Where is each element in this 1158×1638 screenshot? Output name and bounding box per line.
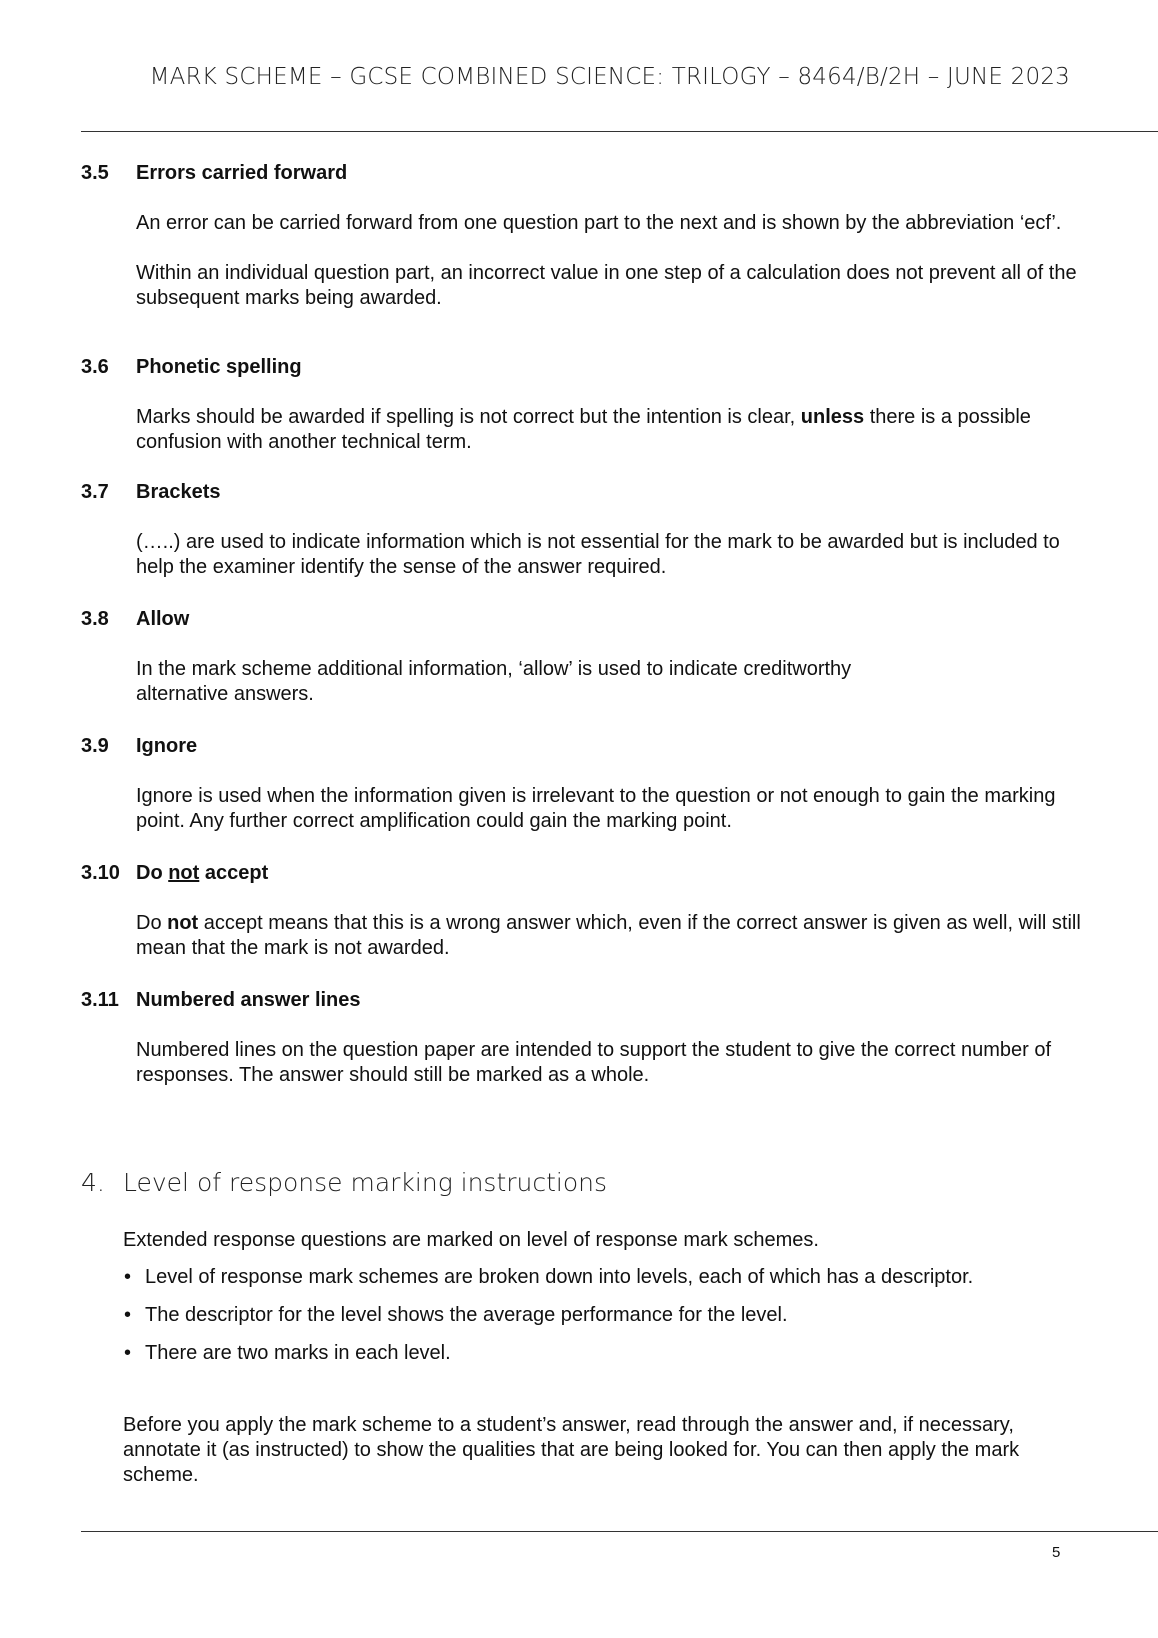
- section-number: 3.9: [81, 735, 109, 757]
- section-body: [136, 211, 1096, 336]
- section-number: 3.5: [81, 162, 109, 184]
- list-item-text: Level of response mark schemes are broken down into levels, each of which has a descriptor.: [145, 1266, 974, 1288]
- section-body: [136, 530, 1096, 605]
- bullet-icon: •: [124, 1266, 132, 1288]
- section-body: [136, 784, 1096, 859]
- section-4-intro: Extended response questions are marked on level of response mark schemes.: [123, 1229, 819, 1251]
- title-run: accept: [199, 862, 269, 884]
- text-run: there is a possible confusion with another technical term.: [136, 406, 1031, 453]
- section-number: 3.8: [81, 608, 109, 630]
- section-number: 3.7: [81, 481, 109, 503]
- text-line: In the mark scheme additional information, ‘allow’ is used to indicate creditworthy: [136, 658, 852, 680]
- page-number: 5: [1052, 1544, 1061, 1561]
- emphasis-unless: unless: [800, 406, 865, 428]
- section-title: Allow: [136, 608, 190, 630]
- paragraph: [136, 405, 1096, 455]
- title-underlined-not: not: [168, 862, 200, 884]
- header-divider: [81, 131, 1158, 132]
- list-item: [123, 1341, 973, 1379]
- list-item-text: There are two marks in each level.: [145, 1342, 451, 1364]
- text-run: Do: [136, 912, 168, 934]
- section-number: 4.: [81, 1168, 105, 1197]
- list-item-text: The descriptor for the level shows the average performance for the level.: [145, 1304, 788, 1326]
- emphasis-not: not: [167, 912, 199, 934]
- text-run: accept means that this is a wrong answer which, even if the correct answer is given as well, will still mean that the mark is not awarded.: [136, 912, 1081, 959]
- text-run: Marks should be awarded if spelling is not correct but the intention is clear,: [136, 406, 801, 428]
- section-body: [136, 657, 1096, 732]
- bullet-icon: •: [124, 1304, 132, 1326]
- section-title: Level of response marking instructions: [123, 1168, 608, 1197]
- section-title: Ignore: [136, 735, 198, 757]
- section-number: 3.6: [81, 356, 109, 378]
- bullet-icon: •: [124, 1342, 132, 1364]
- paragraph: (…..) are used to indicate information which is not essential for the mark to be awarded but is included to help the examiner identify the sense of the answer required.: [136, 531, 1060, 578]
- title-run: Do: [136, 862, 169, 884]
- section-body: [136, 911, 1096, 986]
- list-item: [123, 1265, 973, 1303]
- list-item: [123, 1303, 973, 1341]
- section-title: Brackets: [136, 481, 221, 503]
- section-title: [136, 862, 268, 885]
- paragraph: [136, 657, 1096, 707]
- page-header-title: MARK SCHEME – GCSE COMBINED SCIENCE: TRILOGY – 8464/B/2H – JUNE 2023: [149, 64, 1070, 90]
- section-title: Errors carried forward: [136, 162, 348, 184]
- text-line: alternative answers.: [136, 683, 314, 705]
- section-body: [136, 405, 1096, 480]
- section-4-title: [81, 1168, 607, 1197]
- paragraph: [136, 911, 1096, 961]
- section-number: 3.11: [81, 989, 119, 1011]
- section-4-paragraph: Before you apply the mark scheme to a student’s answer, read through the answer and, if necessary, annotate it (as instructed) to show the qualities that are being looked for. You can then apply the mark scheme.: [123, 1414, 1020, 1486]
- section-title: Numbered answer lines: [136, 989, 361, 1011]
- section-number: 3.10: [81, 862, 120, 884]
- footer-divider: [81, 1531, 1158, 1532]
- paragraph: Within an individual question part, an incorrect value in one step of a calculation does not prevent all of the subsequent marks being awarded.: [136, 262, 1077, 309]
- section-4-bullet-list: [123, 1265, 973, 1379]
- section-title: Phonetic spelling: [136, 356, 302, 378]
- paragraph: Numbered lines on the question paper are intended to support the student to give the correct number of responses. The answer should still be marked as a whole.: [136, 1039, 1052, 1086]
- paragraph: Ignore is used when the information given is irrelevant to the question or not enough to gain the marking point. Any further correct amplification could gain the marking point.: [136, 785, 1056, 832]
- paragraph: An error can be carried forward from one question part to the next and is shown by the abbreviation ‘ecf’.: [136, 212, 1062, 234]
- section-body: [136, 1038, 1096, 1113]
